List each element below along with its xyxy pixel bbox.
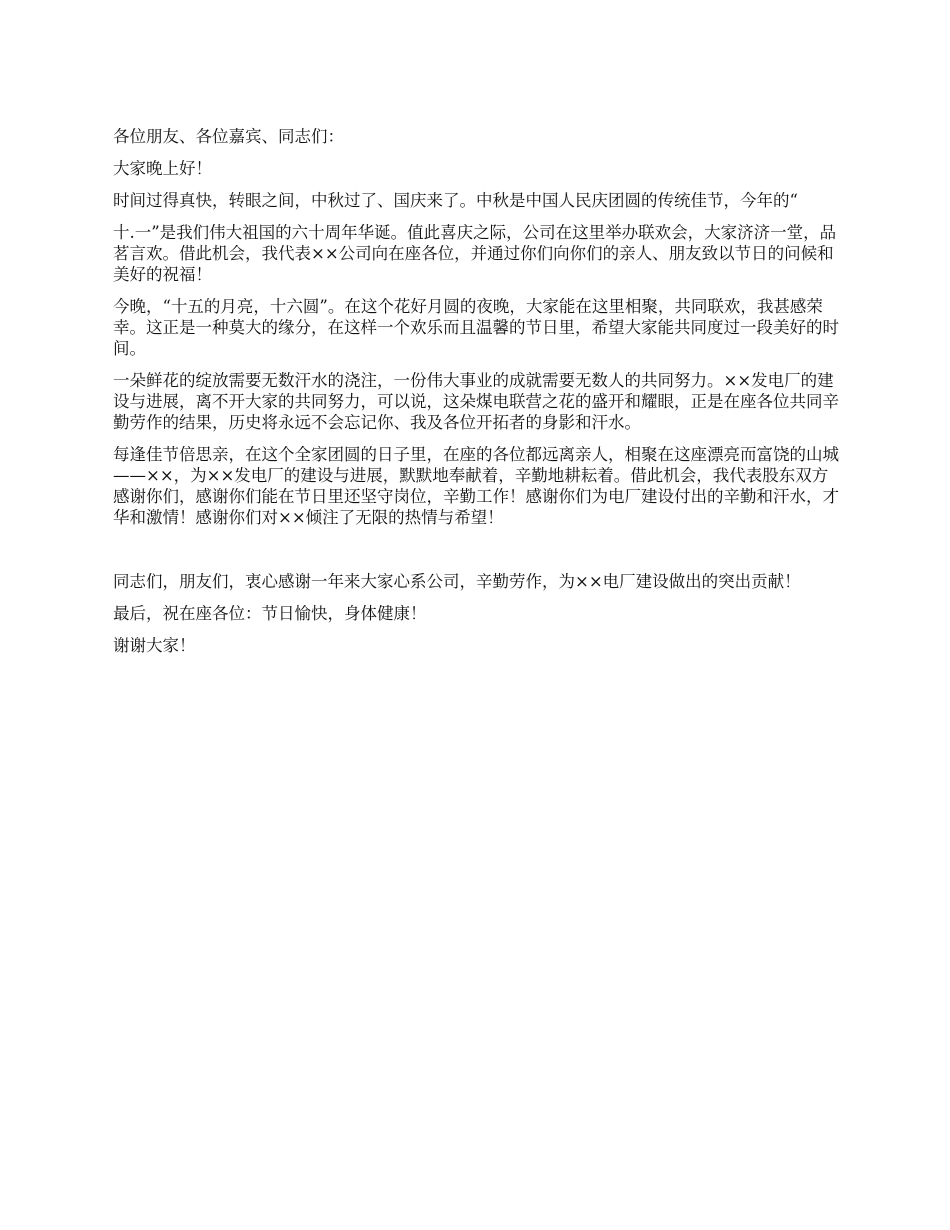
paragraph-1: 时间过得真快，转眼之间，中秋过了、国庆来了。中秋是中国人民庆团圆的传统佳节，今年的“ [113, 191, 798, 210]
paragraph-4: 一朵鲜花的绽放需要无数汗水的浇注，一份伟大事业的成就需要无数人的共同努力。××发电厂的建设与进展，离不开大家的共同努力，可以说，这朵煤电联营之花的盛开和耀眼，正是在座各位共同辛勤劳作的结果，历史将永远不会忘记你、我及各位开拓者的身影和汗水。 [113, 371, 839, 432]
closing-wish: 最后，祝在座各位：节日愉快，身体健康！ [113, 604, 427, 623]
closing-thanks: 谢谢大家！ [113, 636, 196, 655]
paragraph-5: 每逢佳节倍思亲，在这个全家团圆的日子里，在座的各位都远离亲人，相聚在这座漂亮而富饶的山城——××，为××发电厂的建设与进展，默默地奉献着，辛勤地耕耘着。借此机会，我代表股东双方感谢你们，感谢你们能在节日里还坚守岗位，辛勤工作！感谢你们为电厂建设付出的辛勤和汗水，才华和激情！感谢你们对××倾注了无限的热情与希望！ [113, 445, 839, 527]
paragraph-3: 今晚，“十五的月亮，十六圆”。在这个花好月圆的夜晚，大家能在这里相聚，共同联欢，我甚感荣幸。这正是一种莫大的缘分，在这样一个欢乐而且温馨的节日里，希望大家能共同度过一段美好的时间。 [113, 297, 839, 358]
greeting: 大家晚上好！ [113, 159, 212, 178]
salutation: 各位朋友、各位嘉宾、同志们： [113, 127, 344, 146]
paragraph-6: 同志们，朋友们，衷心感谢一年来大家心系公司，辛勤劳作，为××电厂建设做出的突出贡献！ [113, 572, 801, 591]
document-body [113, 126, 841, 667]
blank-line [113, 539, 841, 571]
paragraph-2: 十.一”是我们伟大祖国的六十周年华诞。值此喜庆之际，公司在这里举办联欢会，大家济济一堂，品茗言欢。借此机会，我代表××公司向在座各位，并通过你们向你们的亲人、朋友致以节日的问候和美好的祝福！ [113, 223, 837, 284]
